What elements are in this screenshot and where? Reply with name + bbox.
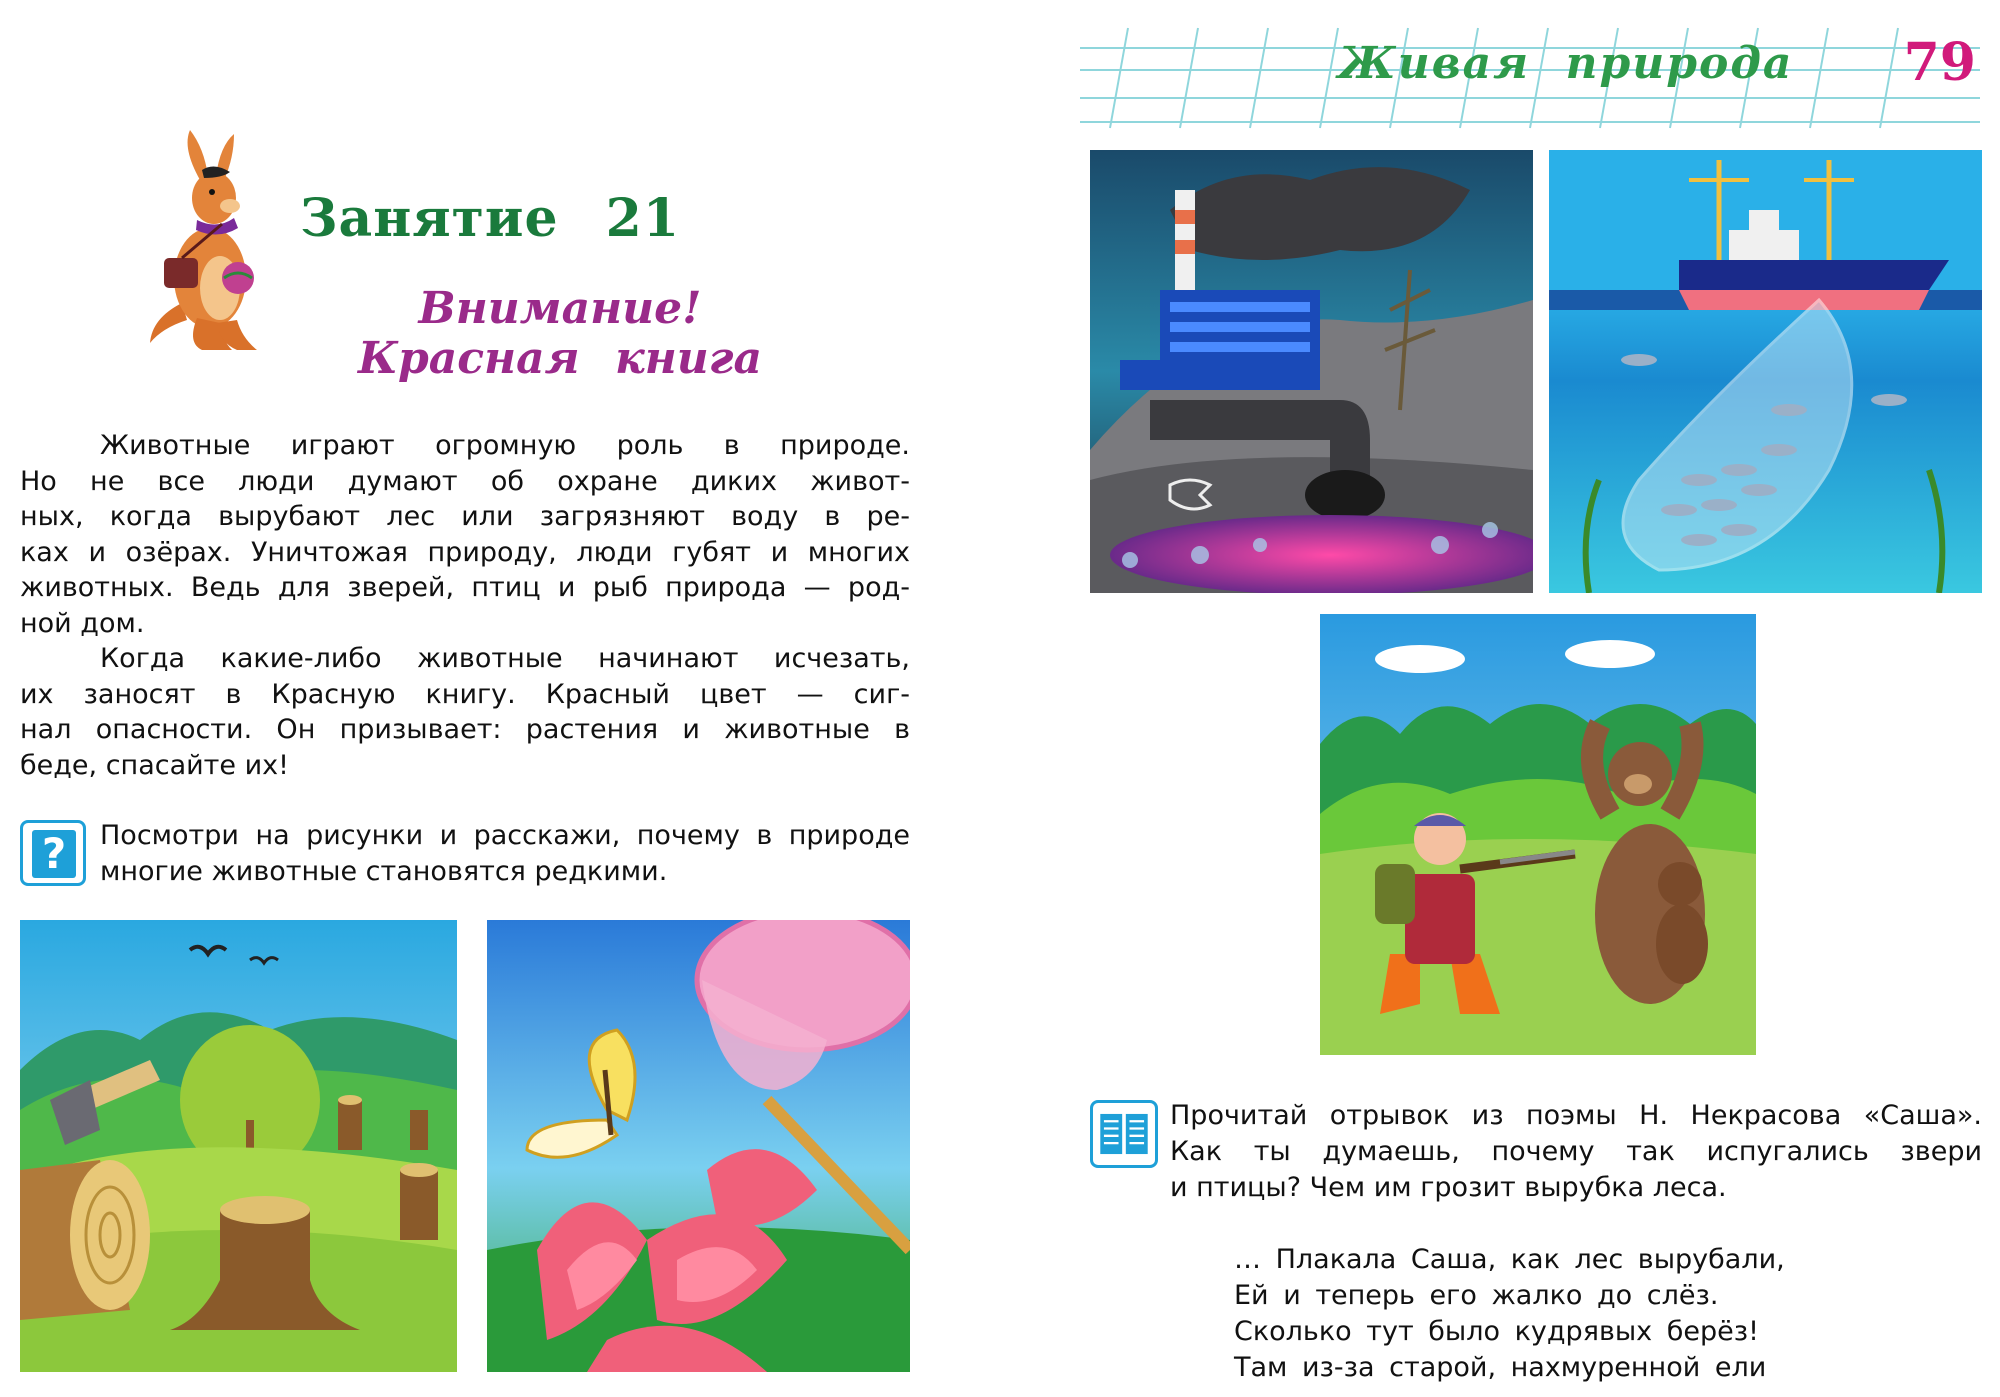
- paragraph-line: Животные играют огромную роль в природе.: [100, 430, 910, 461]
- paragraph-line: Когда какие-либо животные начинают исчезать,: [100, 643, 910, 674]
- factory-pollution-illustration: [1090, 150, 1533, 593]
- hunter-bears-illustration: [1320, 614, 1756, 1055]
- question-task: [100, 818, 910, 890]
- poem-line: Сколько тут было кудрявых берёз!: [1234, 1316, 1759, 1347]
- reading-task: [1170, 1098, 1982, 1206]
- paragraph-line: беде, спасайте их!: [20, 749, 289, 781]
- poem-excerpt: [1234, 1242, 1834, 1386]
- question-mark: ?: [32, 830, 76, 878]
- paragraph-line: нал опасности. Он призывает: растения и животные в: [20, 714, 910, 745]
- paragraph-line: ках и озёрах. Уничтожая природу, люди губят и многих: [20, 536, 910, 568]
- page-header: [1080, 18, 1980, 138]
- page-number: 79: [1903, 32, 1976, 93]
- fishing-trawler-illustration: [1549, 150, 1982, 593]
- subtitle-line-1: Внимание!: [418, 283, 702, 334]
- reading-task-line: и птицы? Чем им грозит вырубка леса.: [1170, 1172, 1727, 1203]
- subtitle-line-2: Красная книга: [357, 333, 763, 384]
- reading-task-line: Прочитай отрывок из поэмы Н. Некрасова «Саша».: [1170, 1100, 1982, 1131]
- paragraph-line: животных. Ведь для зверей, птиц и рыб природа — род-: [20, 572, 910, 603]
- book-icon: [1090, 1100, 1158, 1168]
- question-line: Посмотри на рисунки и расскажи, почему в природе: [100, 820, 910, 851]
- paragraph-line: ных, когда вырубают лес или загрязняют воду в ре-: [20, 501, 910, 532]
- poem-line: … Плакала Саша, как лес вырубали,: [1234, 1244, 1785, 1275]
- paragraph-line: Но не все люди думают об охране диких живот-: [20, 465, 910, 497]
- lesson-title: Занятие 21: [300, 188, 681, 249]
- paragraph-line: ной дом.: [20, 607, 145, 639]
- paragraph-1: [20, 428, 910, 641]
- question-icon: [20, 820, 86, 886]
- poem-line: Ей и теперь его жалко до слёз.: [1234, 1280, 1719, 1311]
- paragraph-2: [20, 641, 910, 783]
- lesson-subtitle: [0, 284, 990, 384]
- reading-task-line: Как ты думаешь, почему так испугались звери: [1170, 1136, 1982, 1167]
- section-title: Живая природа: [1338, 38, 1794, 89]
- cut-forest-illustration: [20, 920, 457, 1372]
- poem-line: Там из-за старой, нахмуренной ели: [1234, 1352, 1767, 1383]
- butterfly-net-illustration: [487, 920, 910, 1372]
- paragraph-line: их заносят в Красную книгу. Красный цвет — сиг-: [20, 678, 910, 710]
- question-line: многие животные становятся редкими.: [100, 856, 668, 887]
